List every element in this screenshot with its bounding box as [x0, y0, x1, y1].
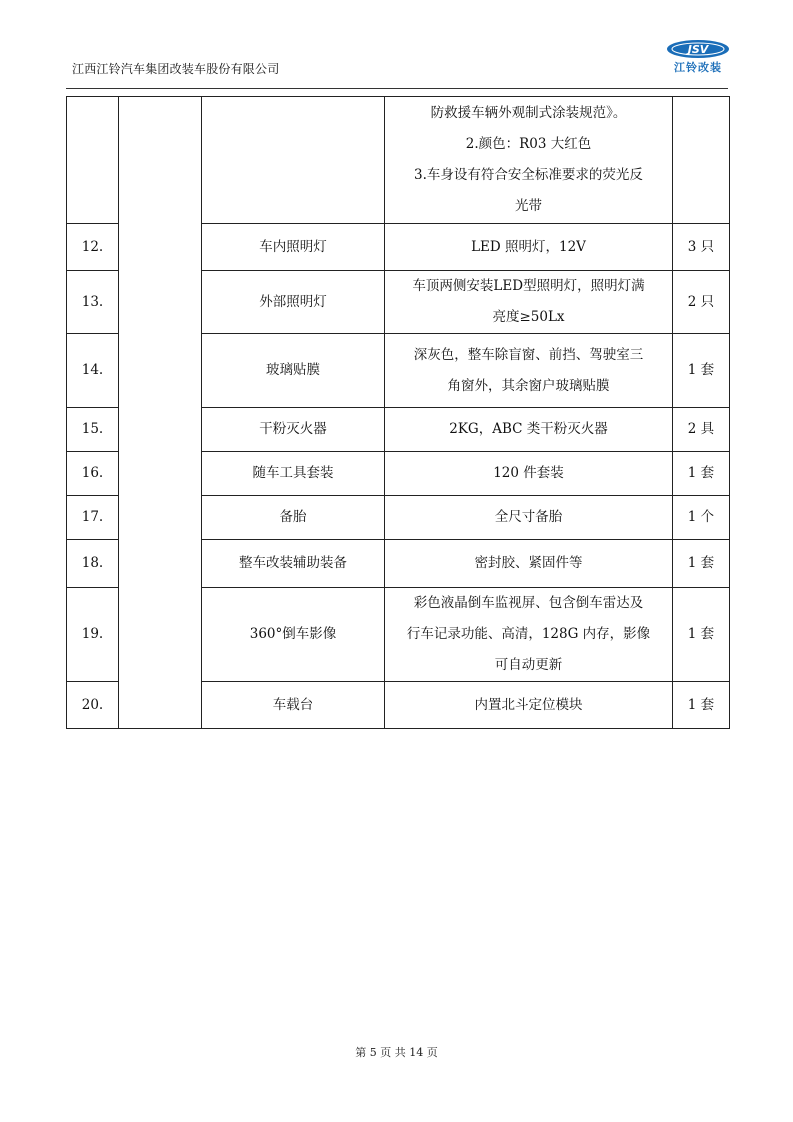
logo-mark-text: JSV — [687, 43, 709, 56]
company-name: 江西江铃汽车集团改装车股份有限公司 — [72, 62, 280, 76]
item-cell: 玻璃贴膜 — [202, 334, 385, 408]
item-cell: 备胎 — [202, 496, 385, 540]
no-cell: 12. — [67, 224, 119, 271]
header-divider — [66, 88, 728, 89]
spec-line: 行车记录功能、高清，128G 内存，影像 — [406, 626, 651, 642]
spec-cell: 内置北斗定位模块 — [385, 682, 673, 729]
spec-line: 3.车身设有符合安全标准要求的荧光反 — [414, 167, 643, 183]
no-cell: 15. — [67, 408, 119, 452]
no-cell: 17. — [67, 496, 119, 540]
spec-line: 角窗外，其余窗户玻璃贴膜 — [447, 377, 610, 394]
qty-cell: 1 套 — [673, 588, 730, 682]
item-cell: 外部照明灯 — [202, 271, 385, 334]
spec-cell: 全尺寸备胎 — [385, 496, 673, 540]
item-cell: 车载台 — [202, 682, 385, 729]
table-row-continuation — [67, 97, 730, 224]
item-cell: 整车改装辅助装备 — [202, 540, 385, 588]
logo-text: 江铃改装 — [674, 61, 722, 74]
item-cell: 360°倒车影像 — [202, 588, 385, 682]
no-cell: 18. — [67, 540, 119, 588]
qty-cell: 2 具 — [673, 408, 730, 452]
item-cell: 随车工具套装 — [202, 452, 385, 496]
jsv-logo-icon — [664, 38, 732, 60]
qty-cell: 1 个 — [673, 496, 730, 540]
spec-line: 2.颜色：R03 大红色 — [465, 136, 592, 152]
spec-cell: LED 照明灯，12V — [385, 224, 673, 271]
spec-cell — [385, 334, 673, 408]
spec-cell: 120 件套装 — [385, 452, 673, 496]
qty-cell: 1 套 — [673, 682, 730, 729]
spec-cell: 密封胶、紧固件等 — [385, 540, 673, 588]
category-cell — [119, 97, 202, 729]
page-number: 第 5 页 共 14 页 — [355, 1046, 438, 1059]
item-cell: 干粉灭火器 — [202, 408, 385, 452]
qty-cell: 1 套 — [673, 540, 730, 588]
no-cell: 14. — [67, 334, 119, 408]
no-cell: 16. — [67, 452, 119, 496]
spec-line: 光带 — [515, 198, 542, 214]
spec-line: 车顶两侧安装LED型照明灯，照明灯满 — [412, 278, 645, 294]
spec-line: 可自动更新 — [494, 657, 563, 673]
no-cell: 20. — [67, 682, 119, 729]
spec-line: 防救援车辆外观制式涂装规范》。 — [430, 105, 627, 121]
spec-cell — [385, 97, 673, 224]
spec-line: 亮度≥50Lx — [492, 309, 565, 325]
qty-cell: 1 套 — [673, 452, 730, 496]
spec-cell — [385, 271, 673, 334]
company-logo — [664, 38, 732, 74]
no-cell: 13. — [67, 271, 119, 334]
item-cell: 车内照明灯 — [202, 224, 385, 271]
qty-cell: 1 套 — [673, 334, 730, 408]
spec-table — [66, 96, 730, 729]
no-cell: 19. — [67, 588, 119, 682]
qty-cell — [673, 97, 730, 224]
qty-cell: 3 只 — [673, 224, 730, 271]
item-cell — [202, 97, 385, 224]
spec-line: 彩色液晶倒车监视屏、包含倒车雷达及 — [413, 595, 644, 611]
spec-cell — [385, 588, 673, 682]
spec-cell: 2KG，ABC 类干粉灭火器 — [385, 408, 673, 452]
qty-cell: 2 只 — [673, 271, 730, 334]
spec-line: 深灰色，整车除盲窗、前挡、驾驶室三 — [413, 346, 644, 363]
no-cell — [67, 97, 119, 224]
